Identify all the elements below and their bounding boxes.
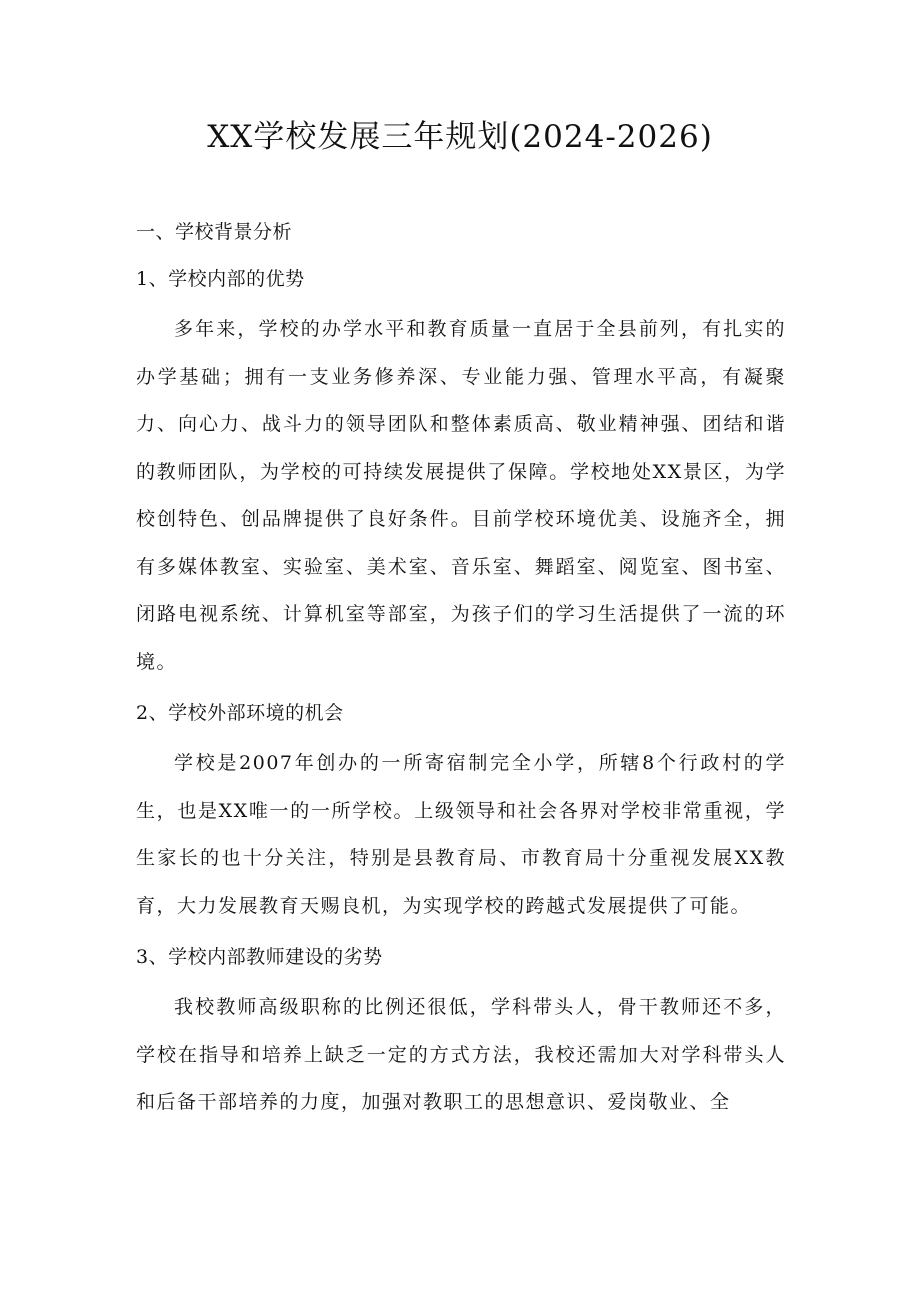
subheading-external-opportunities: 2、学校外部环境的机会	[136, 702, 344, 724]
section-heading-background: 一、学校背景分析	[136, 221, 293, 243]
paragraph-internal-strengths: 多年来，学校的办学水平和教育质量一直居于全县前列，有扎实的办学基础；拥有一支业务修养深、专业能力强、管理水平高，有凝聚力、向心力、战斗力的领导团队和整体素质高、敬业精神强、团结和谐的教师团队，为学校的可持续发展提供了保障。学校地处XX景区，为学校创特色、创品牌提供了良好条件。目前学校环境优美、设施齐全，拥有多媒体教室、实验室、美术室、音乐室、舞蹈室、阅览室、图书室、闭路电视系统、计算机室等部室，为孩子们的学习生活提供了一流的环境。	[136, 318, 786, 673]
document-title: XX学校发展三年规划(2024-2026)	[207, 119, 713, 155]
paragraph-teacher-weaknesses: 我校教师高级职称的比例还很低，学科带头人，骨干教师还不多，学校在指导和培养上缺乏一定的方式方法，我校还需加大对学科带头人和后备干部培养的力度，加强对教职工的思想意识、爱岗敬业、全	[136, 996, 786, 1113]
document-body	[136, 212, 786, 1134]
subheading-internal-strengths: 1、学校内部的优势	[136, 268, 305, 290]
paragraph-external-opportunities: 学校是2007年创办的一所寄宿制完全小学，所辖8个行政村的学生，也是XX唯一的一所学校。上级领导和社会各界对学校非常重视，学生家长的也十分关注，特别是县教育局、市教育局十分重视发展XX教育，大力发展教育天赐良机，为实现学校的跨越式发展提供了可能。	[136, 752, 786, 917]
subheading-teacher-weaknesses: 3、学校内部教师建设的劣势	[136, 946, 383, 968]
